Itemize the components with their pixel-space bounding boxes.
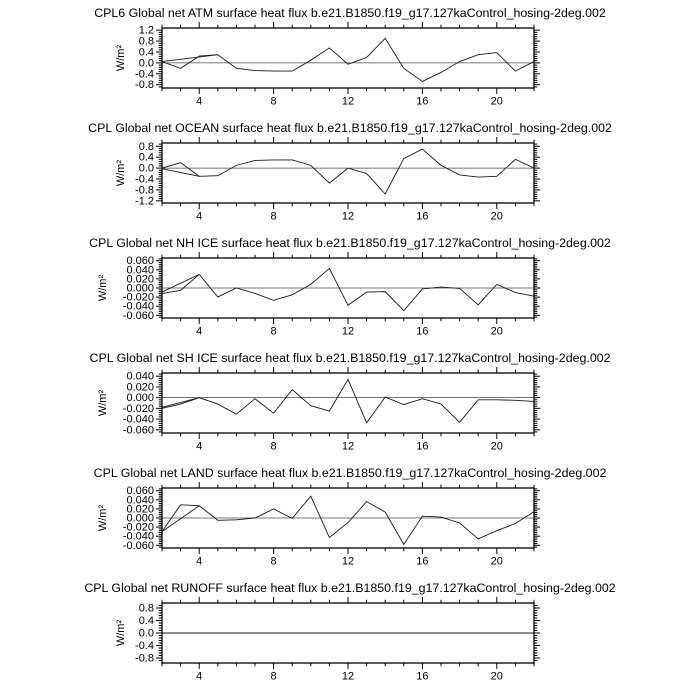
y-tick-label: 0.000 [126, 282, 154, 295]
x-tick-label: 8 [270, 555, 277, 568]
panel-nh-ice [97, 252, 540, 338]
panel-title-land: CPL Global net LAND surface heat flux b.e21.B1850.f19_g17.127kaControl_hosing-2deg.002 [93, 466, 607, 480]
y-tick-label: -0.040 [122, 413, 154, 426]
x-tick-label: 12 [341, 670, 355, 683]
axis-labels [97, 371, 503, 453]
panel-runoff [115, 597, 540, 683]
axis-labels [97, 485, 503, 567]
x-tick-label: 20 [490, 555, 503, 568]
x-tick-label: 4 [196, 325, 203, 338]
series-initial-segment [162, 274, 199, 292]
x-tick-label: 8 [270, 325, 277, 338]
x-tick-label: 12 [341, 440, 355, 453]
panel-title-nh-ice: CPL Global net NH ICE surface heat flux b.e21.B1850.f19_g17.127kaControl_hosing-2deg.002 [89, 236, 611, 250]
x-tick-label: 20 [490, 440, 503, 453]
y-tick-label: -0.8 [135, 184, 154, 197]
axis-ticks [156, 137, 540, 209]
axis-labels [115, 141, 503, 223]
series-annual-net-flux [162, 379, 534, 422]
axis-labels [115, 603, 503, 683]
y-tick-label: -0.040 [122, 530, 154, 543]
y-tick-label: 0.040 [126, 494, 154, 507]
x-tick-label: 20 [490, 210, 503, 223]
y-tick-label: 0.4 [138, 46, 154, 59]
y-tick-label: 0.4 [138, 151, 154, 164]
x-tick-label: 4 [196, 555, 203, 568]
y-tick-label: 0.040 [126, 264, 154, 277]
plot-frame [162, 373, 534, 433]
y-tick-label: -0.020 [122, 402, 154, 415]
series-annual-net-flux [162, 149, 534, 194]
x-tick-label: 8 [270, 670, 277, 683]
y-tick-label: 0.8 [138, 602, 154, 615]
x-tick-label: 12 [341, 210, 355, 223]
panel-atm [115, 22, 540, 108]
series-annual-net-flux [162, 38, 534, 81]
y-tick-label: 0.020 [126, 503, 154, 516]
plot-frame [162, 28, 534, 88]
x-tick-label: 16 [416, 210, 429, 223]
y-tick-label: 0.060 [126, 255, 154, 268]
panel-title-ocean: CPL Global net OCEAN surface heat flux b.e21.B1850.f19_g17.127kaControl_hosing-2deg.002 [88, 121, 612, 135]
y-axis-unit-label: W/m² [115, 44, 127, 72]
panel-title-runoff: CPL Global net RUNOFF surface heat flux b.e21.B1850.f19_g17.127kaControl_hosing-2deg.002 [84, 581, 616, 595]
x-tick-label: 20 [490, 95, 503, 108]
y-tick-label: 0.4 [138, 615, 154, 627]
series-initial-segment [162, 506, 199, 532]
y-axis-unit-label: W/m² [97, 389, 109, 417]
y-tick-label: -0.4 [135, 640, 154, 652]
y-tick-label: -0.060 [122, 309, 154, 322]
x-tick-label: 8 [270, 95, 277, 108]
y-axis-unit-label: W/m² [115, 159, 127, 187]
y-tick-label: 0.0 [138, 57, 154, 70]
y-tick-label: -0.040 [122, 300, 154, 313]
y-tick-label: -0.020 [122, 291, 154, 304]
x-tick-label: 12 [341, 555, 355, 568]
panel-sh-ice [97, 367, 540, 453]
y-tick-label: -1.2 [135, 195, 154, 208]
y-axis-unit-label: W/m² [115, 619, 127, 647]
x-tick-label: 16 [416, 440, 429, 453]
x-tick-label: 8 [270, 210, 277, 223]
x-tick-label: 4 [196, 95, 203, 108]
x-tick-label: 20 [490, 325, 503, 338]
series-annual-net-flux [162, 268, 534, 310]
y-tick-label: -0.060 [122, 424, 154, 437]
y-tick-label: -0.4 [135, 68, 154, 81]
x-tick-label: 4 [196, 210, 203, 223]
x-tick-label: 16 [416, 325, 429, 338]
panel-ocean [115, 137, 540, 223]
x-tick-label: 16 [416, 95, 429, 108]
y-tick-label: -0.4 [135, 173, 154, 186]
y-axis-unit-label: W/m² [97, 274, 109, 302]
y-tick-label: 0.0 [138, 627, 154, 640]
x-tick-label: 4 [196, 440, 203, 453]
y-tick-label: -0.8 [135, 652, 154, 665]
series-annual-net-flux [162, 496, 534, 544]
y-tick-label: -0.020 [122, 521, 154, 534]
x-tick-label: 12 [341, 325, 355, 338]
y-tick-label: -0.8 [135, 79, 154, 92]
axis-ticks [156, 22, 540, 94]
y-tick-label: 0.0 [138, 162, 154, 175]
y-tick-label: 0.000 [126, 392, 154, 405]
x-tick-label: 4 [196, 670, 203, 683]
y-tick-label: 0.000 [126, 512, 154, 525]
y-tick-label: -0.060 [122, 539, 154, 552]
plot-frame [162, 143, 534, 203]
panel-land [97, 482, 540, 568]
y-tick-label: 0.060 [126, 485, 154, 498]
y-tick-label: 1.2 [138, 24, 154, 37]
panel-title-atm: CPL6 Global net ATM surface heat flux b.e21.B1850.f19_g17.127kaControl_hosing-2deg.002 [94, 6, 606, 20]
panel-title-sh-ice: CPL Global net SH ICE surface heat flux b.e21.B1850.f19_g17.127kaControl_hosing-2deg.002 [89, 351, 611, 365]
y-axis-unit-label: W/m² [97, 504, 109, 532]
x-tick-label: 16 [416, 670, 429, 683]
x-tick-label: 8 [270, 440, 277, 453]
y-tick-label: 0.040 [126, 370, 154, 383]
y-tick-label: 0.020 [126, 273, 154, 286]
y-tick-label: 0.8 [138, 140, 154, 153]
axis-labels [97, 255, 503, 337]
x-tick-label: 20 [490, 670, 503, 683]
x-tick-label: 16 [416, 555, 429, 568]
x-tick-label: 12 [341, 95, 355, 108]
series-initial-segment [162, 398, 199, 408]
y-tick-label: 0.8 [138, 35, 154, 48]
y-tick-label: 0.020 [126, 381, 154, 394]
